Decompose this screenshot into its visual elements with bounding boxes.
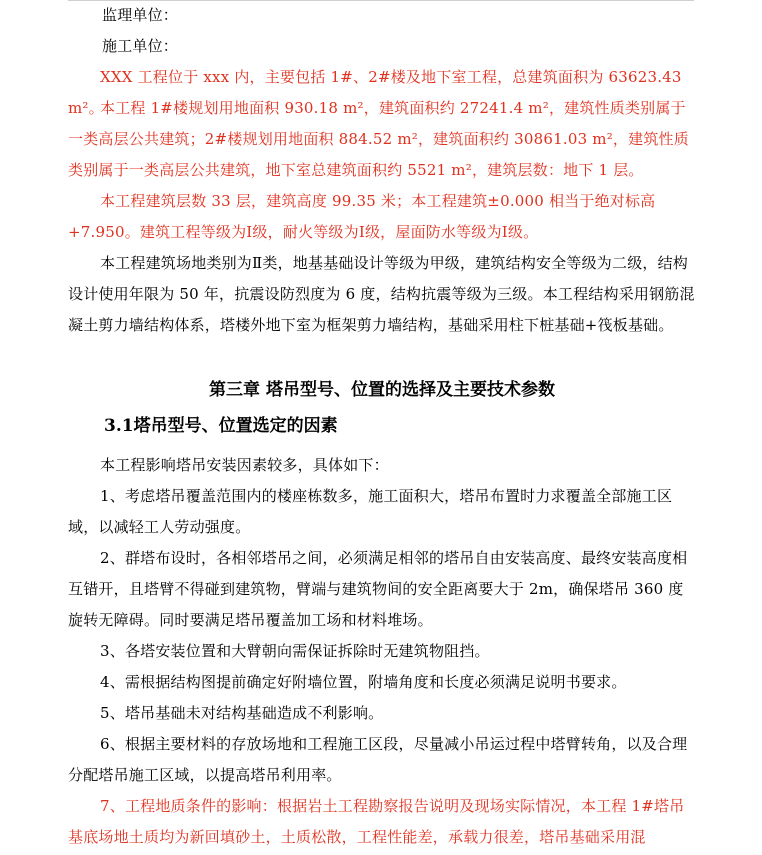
site-structure-paragraph: 本工程建筑场地类别为Ⅱ类，地基基础设计等级为甲级，建筑结构安全等级为二级，结构设计使用年限为 50 年，抗震设防烈度为 6 度，结构抗震等级为三级。本工程结构采用钢筋混凝土剪力墙结构体系，塔楼外地下室为框架剪力墙结构，基础采用柱下桩基础+筏板基础。: [68, 254, 695, 334]
building-area-paragraph: 本工程 1#楼规划用地面积 930.18 m²，建筑面积约 27241.4 m²，建筑性质类别属于一类高层公共建筑；2#楼规划用地面积 884.52 m²，建筑面积约 30861.03 m²，建筑性质类别属于一类高层公共建筑，地下室总建筑面积约 5521 m²，建筑层数：地下 1 层。: [68, 99, 689, 179]
factor-item: 5、塔吊基础未对结构基础造成不利影响。: [100, 704, 384, 722]
building-height-paragraph: 本工程建筑层数 33 层，建筑高度 99.35 米；本工程建筑±0.000 相当于绝对标高+7.950。建筑工程等级为Ⅰ级，耐火等级为Ⅰ级，屋面防水等级为Ⅰ级。: [68, 192, 656, 241]
chapter-title: 第三章 塔吊型号、位置的选择及主要技术参数: [209, 380, 555, 400]
factor-item: 1、考虑塔吊覆盖范围内的楼座栋数多，施工面积大，塔吊布置时力求覆盖全部施工区域，以减轻工人劳动强度。: [68, 487, 673, 536]
section-title: 3.1塔吊型号、位置选定的因素: [104, 416, 338, 436]
geology-factor-item: 7、工程地质条件的影响：根据岩土工程勘察报告说明及现场实际情况，本工程 1#塔吊基底场地土质均为新回填砂土，土质松散，工程性能差，承载力很差，塔吊基础采用混: [68, 797, 685, 846]
factor-item: 4、需根据结构图提前确定好附墙位置，附墙角度和长度必须满足说明书要求。: [100, 673, 627, 691]
factors-intro: 本工程影响塔吊安装因素较多，具体如下：: [100, 456, 389, 474]
factor-item: 6、根据主要材料的存放场地和工程施工区段，尽量减小吊运过程中塔臂转角，以及合理分配塔吊施工区域，以提高塔吊利用率。: [68, 735, 688, 784]
construction-unit-line: 施工单位：: [102, 37, 179, 55]
factor-item: 3、各塔安装位置和大臂朝向需保证拆除时无建筑物阻挡。: [100, 642, 490, 660]
project-location-paragraph: XXX 工程位于 xxx 内，主要包括 1#、2#楼及地下室工程，总建筑面积为 63623.43 m²。: [68, 68, 682, 117]
supervision-unit-line: 监理单位：: [102, 6, 179, 24]
factor-item: 2、群塔布设时，各相邻塔吊之间，必须满足相邻的塔吊自由安装高度、最终安装高度相互错开，且塔臂不得碰到建筑物，臂端与建筑物间的安全距离要大于 2m，确保塔吊 360 度旋转无障碍。同时要满足塔吊覆盖加工场和材料堆场。: [68, 549, 688, 629]
